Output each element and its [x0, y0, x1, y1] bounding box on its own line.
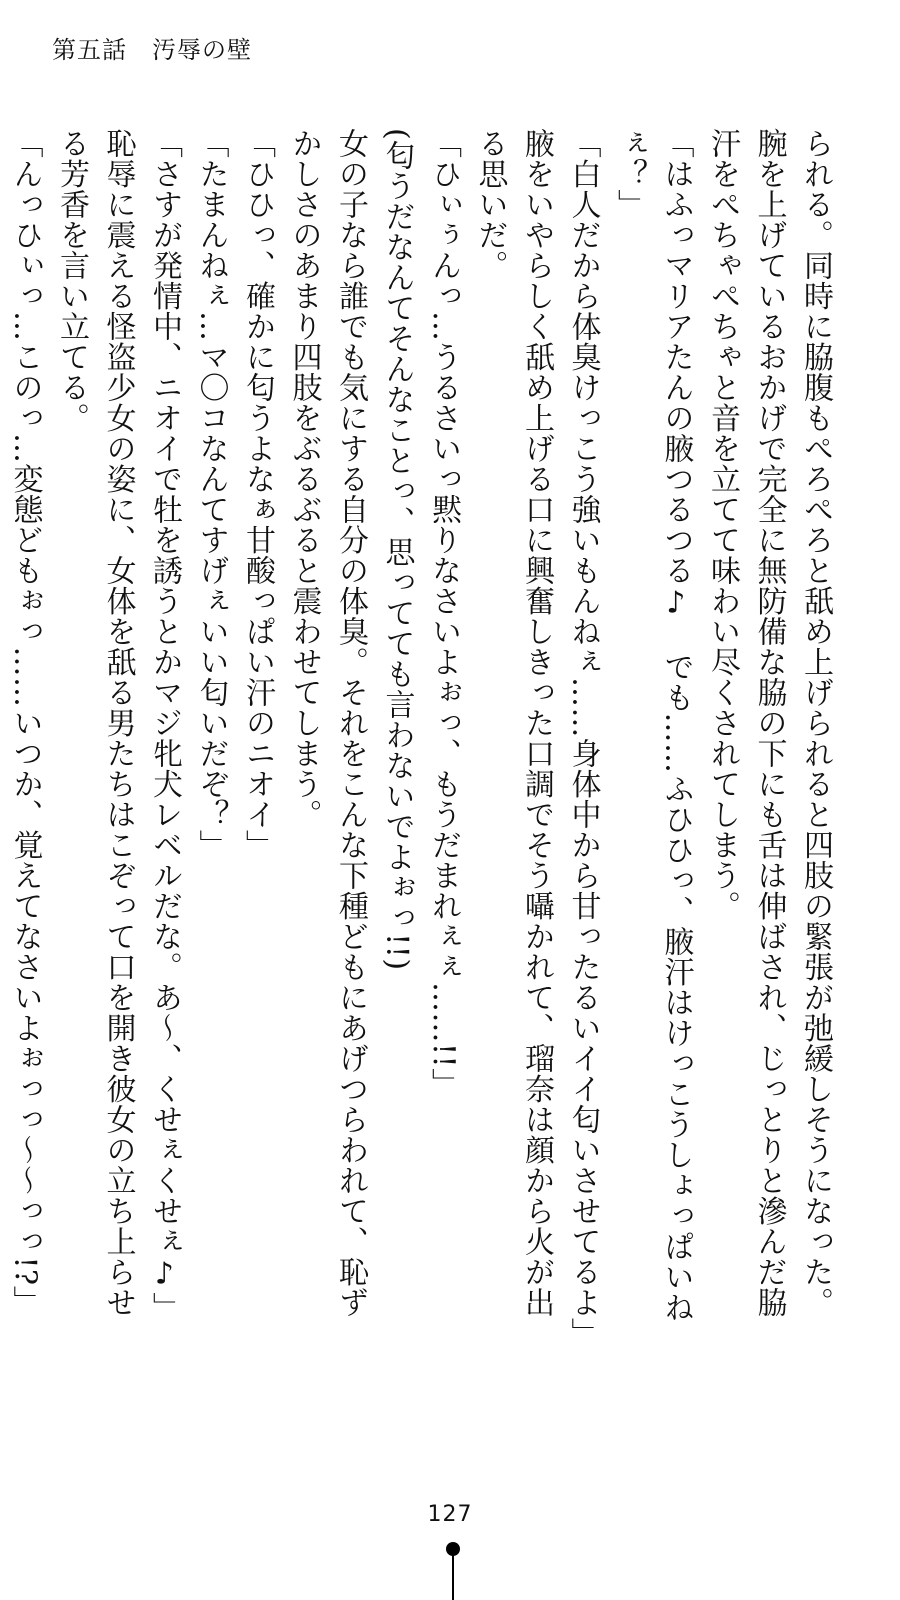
- text-line: られる。同時に脇腹もぺろぺろと舐め上げられると四肢の緊張が弛緩しそうになった。: [798, 128, 833, 1318]
- text-line: (匂うだなんてそんなことっ、思ってても言わないでよぉっ!!): [379, 128, 415, 971]
- text-line: 「んっひぃっ…このっ…変態どもぉっ……いつか、覚えてなさいよぉっっ～～っっ!?」: [7, 128, 43, 1317]
- text-line: ぇ？」: [612, 128, 647, 220]
- text-line: 「さすが発情中、ニオイで牡を誘うとかマジ牝犬レベルだな。あ～、くせぇくせぇ♪」: [147, 128, 182, 1323]
- page-marker-line: [452, 1552, 454, 1600]
- text-line: 女の子なら誰でも気にする自分の体臭。それをこんな下種どもにあげつらわれて、恥ず: [333, 128, 368, 1318]
- text-line: 「たまんねぇ…マ〇コなんてすげぇいい匂いだぞ？」: [193, 128, 229, 860]
- text-line: る芳香を言い立てる。: [54, 128, 89, 433]
- text-line: かしさのあまり四肢をぶるぶると震わせてしまう。: [286, 128, 322, 830]
- text-line: 「はふっマリアたんの腋つるつる♪ でも……ふひひっ、腋汗はけっこうしょっぱいね: [658, 128, 694, 1323]
- text-line: 腕を上げているおかげで完全に無防備な脇の下にも舌は伸ばされ、じっとりと滲んだ脇: [751, 128, 787, 1318]
- text-line: る思いだ。: [472, 128, 508, 281]
- text-line: 恥辱に震える怪盗少女の姿に、女体を舐る男たちはこぞって口を開き彼女の立ち上らせ: [100, 128, 136, 1318]
- body-text: [1, 128, 838, 1348]
- text-line: 「ひひっ、確かに匂うよなぁ甘酸っぱい汗のニオイ」: [240, 128, 275, 860]
- text-line: 「白人だから体臭けっこう強いもんねぇ……身体中から甘ったるいイイ匂いさせてるよ」: [565, 128, 601, 1348]
- text-line: 腋をいやらしく舐め上げる口に興奮しきった口調でそう囁かれて、瑠奈は顔から火が出: [519, 128, 554, 1318]
- text-line: 汗をぺちゃぺちゃと音を立てて味わい尽くされてしまう。: [705, 128, 740, 921]
- chapter-header: 第五話 汚辱の壁: [52, 36, 252, 64]
- page-number: 127: [427, 1502, 473, 1527]
- text-line: 「ひぃぅんっ…うるさいっ黙りなさいよぉっ、もうだまれぇぇ……!!」: [426, 128, 461, 1099]
